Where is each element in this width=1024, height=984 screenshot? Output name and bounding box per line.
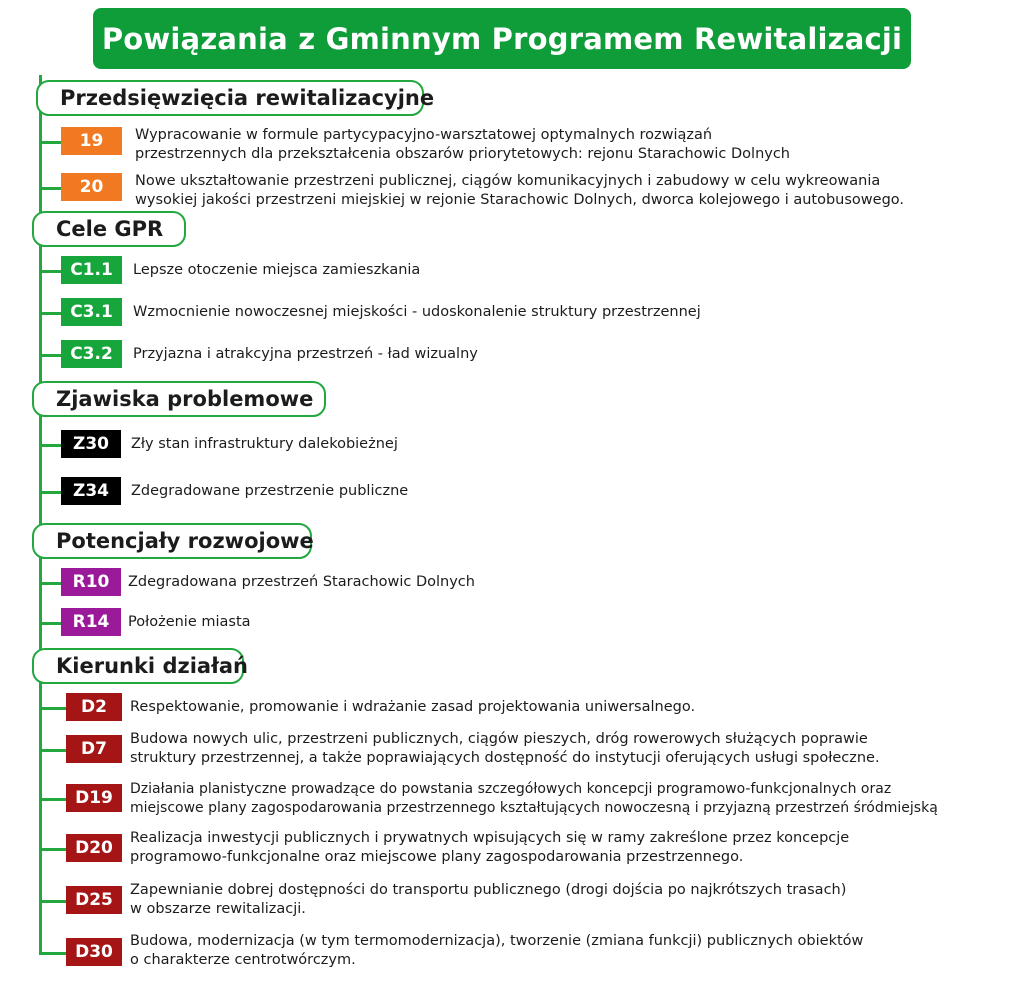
- item-line: wysokiej jakości przestrzeni miejskiej w rejonie Starachowic Dolnych, dworca kolejowego i autobusowego.: [135, 192, 905, 208]
- code-badge-r10: R10: [61, 568, 121, 596]
- code-badge-c3-1: C3.1: [61, 298, 122, 326]
- item-line: Realizacja inwestycji publicznych i prywatnych wpisujących się w ramy zakreślone przez koncepcje: [130, 830, 850, 846]
- section-heading-potencjaly: Potencjały rozwojowe: [32, 523, 312, 559]
- item-line: miejscowe plany zagospodarowania przestrzennego kształtujących nowoczesną i przyjazną przestrzeń śródmiejską: [130, 800, 938, 816]
- tree-trunk-line: [39, 75, 42, 955]
- connector: [41, 749, 66, 752]
- code-badge-d2: D2: [66, 693, 122, 721]
- code-badge-d20: D20: [66, 834, 122, 862]
- code-badge-r14: R14: [61, 608, 121, 636]
- section-heading-zjawiska: Zjawiska problemowe: [32, 381, 326, 417]
- item-description-d2: Respektowanie, promowanie i wdrażanie zasad projektowania uniwersalnego.: [130, 699, 696, 715]
- section-heading-kierunki: Kierunki działań: [32, 648, 244, 684]
- item-description-r10: Zdegradowana przestrzeń Starachowic Dolnych: [128, 574, 475, 590]
- item-line: Budowa, modernizacja (w tym termomodernizacja), tworzenie (zmiana funkcji) publicznych obiektów: [130, 933, 864, 949]
- item-description-d20: [130, 829, 849, 867]
- item-line: Wypracowanie w formule partycypacyjno-warsztatowej optymalnych rozwiązań: [135, 127, 713, 143]
- connector: [41, 491, 61, 494]
- item-description-d30: [130, 932, 863, 970]
- item-line: struktury przestrzennej, a także poprawiających dostępność do instytucji oferujących usługi społeczne.: [130, 750, 880, 766]
- page-title: Powiązania z Gminnym Programem Rewitalizacji: [93, 8, 911, 69]
- item-description-z30: Zły stan infrastruktury dalekobieżnej: [131, 436, 398, 452]
- item-description-19: [135, 126, 790, 164]
- connector: [41, 900, 66, 903]
- item-line: programowo-funkcjonalne oraz miejscowe plany zagospodarowania przestrzennego.: [130, 849, 744, 865]
- code-badge-c3-2: C3.2: [61, 340, 122, 368]
- connector: [41, 622, 61, 625]
- connector: [41, 707, 66, 710]
- connector: [41, 582, 61, 585]
- item-line: Zapewnianie dobrej dostępności do transportu publicznego (drogi dojścia po najkrótszych trasach): [130, 882, 847, 898]
- connector: [41, 141, 61, 144]
- connector: [41, 312, 61, 315]
- connector: [41, 444, 61, 447]
- item-description-d19: [130, 780, 938, 818]
- item-line: o charakterze centrotwórczym.: [130, 952, 356, 968]
- item-description-c3-2: Przyjazna i atrakcyjna przestrzeń - ład wizualny: [133, 346, 478, 362]
- item-description-z34: Zdegradowane przestrzenie publiczne: [131, 483, 409, 499]
- connector: [41, 354, 61, 357]
- item-description-r14: Położenie miasta: [128, 614, 251, 630]
- item-description-c1-1: Lepsze otoczenie miejsca zamieszkania: [133, 262, 421, 278]
- item-description-c3-1: Wzmocnienie nowoczesnej miejskości - udoskonalenie struktury przestrzennej: [133, 304, 701, 320]
- item-line: Działania planistyczne prowadzące do powstania szczegółowych koncepcji programowo-funkcjonalnych oraz: [130, 781, 892, 797]
- connector: [41, 187, 61, 190]
- section-heading-przedsiewziecia: Przedsięwzięcia rewitalizacyjne: [36, 80, 424, 116]
- code-badge-d30: D30: [66, 938, 122, 966]
- section-heading-cele-gpr: Cele GPR: [32, 211, 186, 247]
- item-description-d7: [130, 730, 880, 768]
- code-badge-z30: Z30: [61, 430, 121, 458]
- code-badge-d19: D19: [66, 784, 122, 812]
- code-badge-20: 20: [61, 173, 122, 201]
- connector: [41, 270, 61, 273]
- item-line: przestrzennych dla przekształcenia obszarów priorytetowych: rejonu Starachowic Dolnych: [135, 146, 790, 162]
- item-line: Budowa nowych ulic, przestrzeni publicznych, ciągów pieszych, dróg rowerowych służących poprawie: [130, 731, 868, 747]
- code-badge-19: 19: [61, 127, 122, 155]
- code-badge-c1-1: C1.1: [61, 256, 122, 284]
- item-description-d25: [130, 881, 846, 919]
- code-badge-d7: D7: [66, 735, 122, 763]
- connector: [41, 848, 66, 851]
- connector: [41, 798, 66, 801]
- connector: [41, 952, 66, 955]
- code-badge-z34: Z34: [61, 477, 121, 505]
- code-badge-d25: D25: [66, 886, 122, 914]
- item-line: Nowe ukształtowanie przestrzeni publicznej, ciągów komunikacyjnych i zabudowy w celu wykreowania: [135, 173, 881, 189]
- item-line: w obszarze rewitalizacji.: [130, 901, 306, 917]
- item-description-20: [135, 172, 904, 210]
